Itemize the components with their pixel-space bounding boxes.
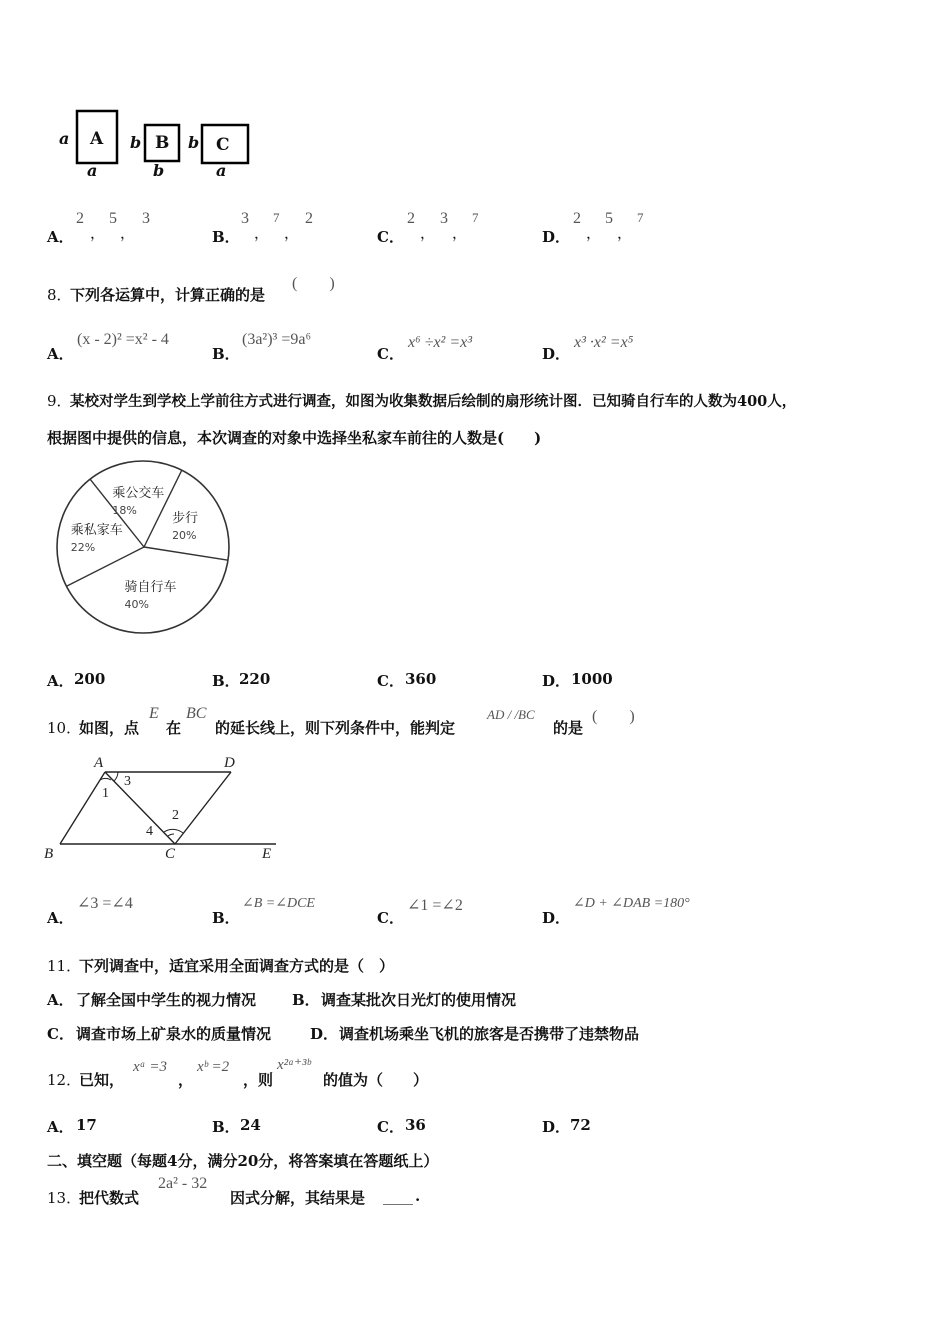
q10-option-d-label: D．	[542, 909, 571, 927]
q10-t1: 如图，点	[79, 719, 140, 737]
fig-angle-4: 4	[146, 824, 153, 839]
q10-option-c-label: C．	[377, 909, 404, 927]
q8-paren: ( )	[292, 275, 335, 292]
q13-t2: 因式分解，其结果是	[230, 1189, 366, 1207]
q10-option-a-expr: ∠3 =∠4	[77, 895, 133, 912]
q12-option-c-label: C．	[377, 1118, 404, 1136]
q8-option-a-expr: (x - 2)² =x² - 4	[77, 331, 169, 348]
q7-option-c-v3: 7	[472, 210, 479, 225]
section-2-title: 二、填空题（每题4分，满分20分，将答案填在答题纸上）	[47, 1152, 439, 1170]
q7-option-c-v1: 2	[407, 210, 415, 227]
pie-slice-percent: 40%	[124, 597, 149, 611]
q12-expr-3: x²ᵃ⁺³ᵇ	[277, 1057, 311, 1073]
q9-option-c-label: C．	[377, 672, 404, 690]
q8-text: 下列各运算中，计算正确的是	[70, 286, 266, 304]
square-b-name: B	[155, 133, 170, 153]
q13-number: 13．	[47, 1189, 82, 1207]
q10-option-a-label: A．	[47, 909, 74, 927]
q12-t3: 的值为（ ）	[323, 1071, 429, 1089]
q11-option-b-text: 调查某批次日光灯的使用情况	[321, 991, 517, 1009]
q12-option-b-value: 24	[240, 1116, 261, 1134]
q7-option-d-label: D．	[542, 228, 571, 246]
q9-line2: 根据图中提供的信息，本次调查的对象中选择坐私家车前往的人数是( )	[47, 429, 542, 447]
q9-line1: 某校对学生到学校上学前往方式进行调查，如图为收集数据后绘制的扇形统计图．已知骑自行车的人数为400人，	[70, 393, 797, 410]
q8-number: 8．	[47, 286, 72, 304]
q9-number: 9．	[47, 392, 72, 410]
q11-number: 11．	[47, 957, 82, 975]
fig-label-a: A	[94, 755, 104, 771]
q10-t3: 的延长线上，则下列条件中，能判定	[215, 719, 456, 737]
q13-expr: 2a² - 32	[158, 1175, 208, 1192]
q11-option-c-text: 调查市场上矿泉水的质量情况	[76, 1025, 272, 1043]
q9-option-d-label: D．	[542, 672, 571, 690]
q8-option-a-label: A．	[47, 345, 74, 363]
q12-option-c-value: 36	[405, 1116, 426, 1134]
q12-expr-2: xᵇ =2	[197, 1059, 230, 1075]
q7-option-b-label: B．	[212, 228, 240, 246]
q8-option-d-expr: x³ ·x² =x⁵	[574, 334, 634, 351]
q13-end: .	[415, 1187, 421, 1205]
q10-t2: 在	[166, 719, 182, 737]
q12-option-a-value: 17	[76, 1116, 97, 1134]
q7-option-b-v1: 3	[241, 210, 249, 227]
q7-option-a-v2: 5	[109, 210, 117, 227]
fig-angle-1: 1	[102, 786, 109, 801]
pie-slice-label: 乘公交车	[112, 485, 165, 501]
q7-option-a-label: A．	[47, 228, 74, 246]
q7-option-b-v3: 2	[305, 210, 313, 227]
fig-label-d: D	[224, 755, 235, 771]
parallelogram-figure	[44, 754, 284, 864]
square-b-side-label: b	[130, 133, 142, 152]
q8-option-c-expr: x⁶ ÷x² =x³	[408, 334, 473, 351]
q12-expr-1: xᵃ =3	[133, 1059, 168, 1075]
q7-option-d-v3: 7	[637, 210, 644, 225]
q9-option-b-label: B．	[212, 672, 240, 690]
q8-option-b-label: B．	[212, 345, 240, 363]
q10-option-b-label: B．	[212, 909, 240, 927]
square-a-bottom-label: a	[87, 161, 98, 180]
q10-option-b-expr: ∠B =∠DCE	[242, 896, 315, 911]
q10-option-c-expr: ∠1 =∠2	[407, 897, 463, 914]
pie-slice-label: 骑自行车	[124, 579, 177, 595]
pie-slice-percent: 18%	[112, 503, 137, 517]
q10-paren: ( )	[592, 708, 635, 725]
fig-label-b: B	[44, 846, 54, 862]
square-figure	[52, 105, 262, 183]
square-a-name: A	[90, 129, 104, 149]
q12-option-b-label: B．	[212, 1118, 240, 1136]
square-b-bottom-label: b	[153, 161, 165, 180]
q7-option-d-v2: 5	[605, 210, 613, 227]
q12-option-d-value: 72	[570, 1116, 591, 1134]
q11-option-d-text: 调查机场乘坐飞机的旅客是否携带了违禁物品	[339, 1025, 640, 1043]
q7-option-b-v2: 7	[273, 210, 280, 225]
q13-blank: ____	[383, 1187, 413, 1205]
q11-option-d-label: D．	[310, 1025, 339, 1043]
q7-option-a-v1: 2	[76, 210, 84, 227]
q11-option-a-text: 了解全国中学生的视力情况	[76, 991, 257, 1009]
q10-segment-bc: BC	[186, 705, 207, 722]
q10-condition: AD / /BC	[487, 707, 535, 722]
pie-slice-percent: 22%	[70, 540, 96, 554]
q12-option-a-label: A．	[47, 1118, 74, 1136]
q11-text: 下列调查中，适宜采用全面调查方式的是（ ）	[79, 957, 395, 975]
q7-option-a-v3: 3	[142, 210, 150, 227]
q9-option-a-label: A．	[47, 672, 74, 690]
square-c-name: C	[216, 135, 230, 155]
q9-option-a-value: 200	[74, 670, 106, 688]
q12-option-d-label: D．	[542, 1118, 571, 1136]
fig-angle-2: 2	[172, 808, 179, 823]
q8-option-d-label: D．	[542, 345, 571, 363]
square-a-side-label: a	[59, 129, 70, 148]
q10-point-e: E	[149, 705, 159, 722]
q11-option-b-label: B．	[292, 991, 320, 1009]
q8-option-c-label: C．	[377, 345, 404, 363]
q11-option-a-label: A．	[47, 991, 74, 1009]
q10-number: 10．	[47, 719, 82, 737]
square-c-side-label: b	[188, 133, 200, 152]
q12-sep: ，	[178, 1071, 194, 1089]
pie-slice-label: 乘私家车	[70, 522, 123, 538]
q13-t1: 把代数式	[79, 1189, 140, 1207]
pie-slice-percent: 20%	[172, 529, 197, 543]
q7-option-c-label: C．	[377, 228, 404, 246]
fig-angle-3: 3	[124, 774, 131, 789]
fig-label-e: E	[262, 846, 272, 862]
q10-option-d-expr: ∠D + ∠DAB =180°	[573, 896, 690, 911]
q7-option-d-v1: 2	[573, 210, 581, 227]
q11-option-c-label: C．	[47, 1025, 74, 1043]
square-c-bottom-label: a	[216, 161, 227, 180]
q9-option-b-value: 220	[239, 670, 271, 688]
fig-label-c: C	[165, 846, 176, 862]
q10-t4: 的是	[553, 719, 584, 737]
q9-option-c-value: 360	[405, 670, 437, 688]
q9-option-d-value: 1000	[571, 670, 613, 688]
q12-t2: ，则	[243, 1071, 274, 1089]
q12-t1: 已知，	[79, 1071, 125, 1089]
q12-number: 12．	[47, 1071, 82, 1089]
q7-option-c-v2: 3	[440, 210, 448, 227]
pie-slice-label: 步行	[172, 511, 199, 527]
q8-option-b-expr: (3a²)³ =9a⁶	[242, 331, 312, 348]
